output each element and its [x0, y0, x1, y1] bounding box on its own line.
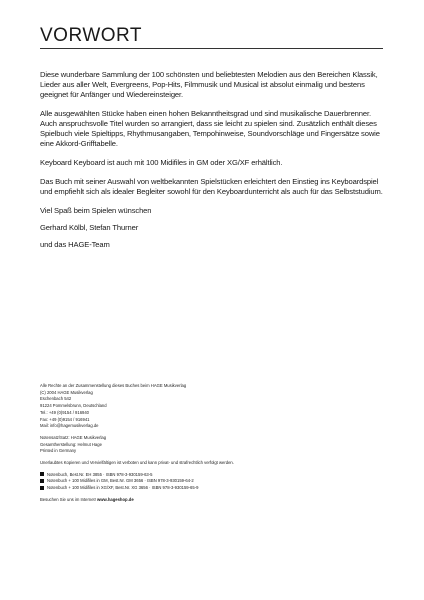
imprint	[40, 383, 385, 509]
paragraph-intro: Diese wunderbare Sammlung der 100 schönsten und beliebtesten Melodien aus den Bereichen Klassik, Lieder aus aller Welt, Evergreens, Pop-Hits, Filmmusik und Musical ist absolut einmalig und bestens geeignet für Anfänger und Wiedereinsteiger.	[40, 70, 378, 99]
phone-line: Tel.: +49 (0)9154 / 916940	[40, 409, 90, 415]
copy-notice: Unerlaubtes Kopieren und Vervielfältigen ist verboten und kann privat- und strafrechtlich verfolgt werden.	[40, 460, 234, 466]
notice-block	[40, 460, 385, 467]
paragraph-selection: Alle ausgewählten Stücke haben einen hohen Bekanntheitsgrad und sind musikalische Dauerbrenner. Auch anspruchsvolle Titel wurden so arrangiert, dass sie leicht zu spielen sind. Zusätzlich enthält dieses Spielbuch viele Spieltipps, Rhythmusangaben, Tempohinweise, Soundvorschläge und Fingersätze sowie eine Akkord-Grifftabelle.	[40, 109, 380, 148]
team-line: und das HAGE-Team	[40, 240, 110, 249]
authors-line: Gerhard Kölbl, Stefan Thurner	[40, 223, 139, 232]
printed-line: Printed in Germany	[40, 448, 77, 454]
edition-text: Notenbuch + 100 Midifiles in XG/XF, Best.Nr. XG 3656 · ISBN 978-3-930159-65-9	[47, 485, 199, 491]
closing-line: Viel Spaß beim Spielen wünschen	[40, 206, 152, 215]
editions-block	[40, 472, 385, 492]
fax-line: Fax: +49 (0)9154 / 916941	[40, 416, 90, 422]
edition-text: Notenbuch + 100 Midifiles in GM, Best.Nr. GM 3656 · ISBN 978-3-930159-64-2	[47, 478, 194, 484]
web-block	[40, 497, 385, 504]
square-bullet-icon	[40, 479, 44, 483]
production-line: Gesamtherstellung: Helmut Hage	[40, 441, 102, 447]
rights-line: Alle Rechte an der Zusammenstellung dieses Buches beim HAGE Musikverlag	[40, 383, 187, 388]
paragraph-midifiles: Keyboard Keyboard ist auch mit 100 Midifiles in GM oder XG/XF erhältlich.	[40, 158, 283, 167]
copyright-line: (C) 2004 HAGE Musikverlag	[40, 389, 93, 395]
edition-text: Notenbuch, Best.Nr. EH 3855 · ISBN 978-3-930159-63-5	[47, 471, 153, 477]
square-bullet-icon	[40, 472, 44, 476]
web-link[interactable]: www.hageshop.de	[97, 496, 134, 502]
web-line	[40, 497, 385, 504]
typesetting-line: Notensatz/Satz: HAGE Musikverlag	[40, 434, 107, 440]
web-prefix: Besuchen Sie uns im Internet!	[40, 496, 96, 502]
edition-item	[40, 485, 385, 492]
credits-block	[40, 435, 385, 455]
title-divider	[40, 48, 383, 49]
paragraph-recommendation: Das Buch mit seiner Auswahl von weltbekannten Spielstücken erleichtert den Einstieg ins Keyboardspiel und empfiehlt sich als idealer Begleiter sowohl für den Keyboardunterricht als auch für das Selbststudium.	[40, 177, 383, 196]
edition-item	[40, 472, 385, 479]
square-bullet-icon	[40, 486, 44, 490]
edition-item	[40, 478, 385, 485]
mail-line: Mail: info@hagemusikverlag.de	[40, 423, 99, 429]
foreword-body	[40, 70, 385, 257]
address-city: 91224 Pommelsbrunn, Deutschland	[40, 403, 107, 409]
publisher-block	[40, 383, 385, 430]
address-street: Eschenbach 542	[40, 396, 72, 402]
page-title: VORWORT	[40, 25, 143, 46]
